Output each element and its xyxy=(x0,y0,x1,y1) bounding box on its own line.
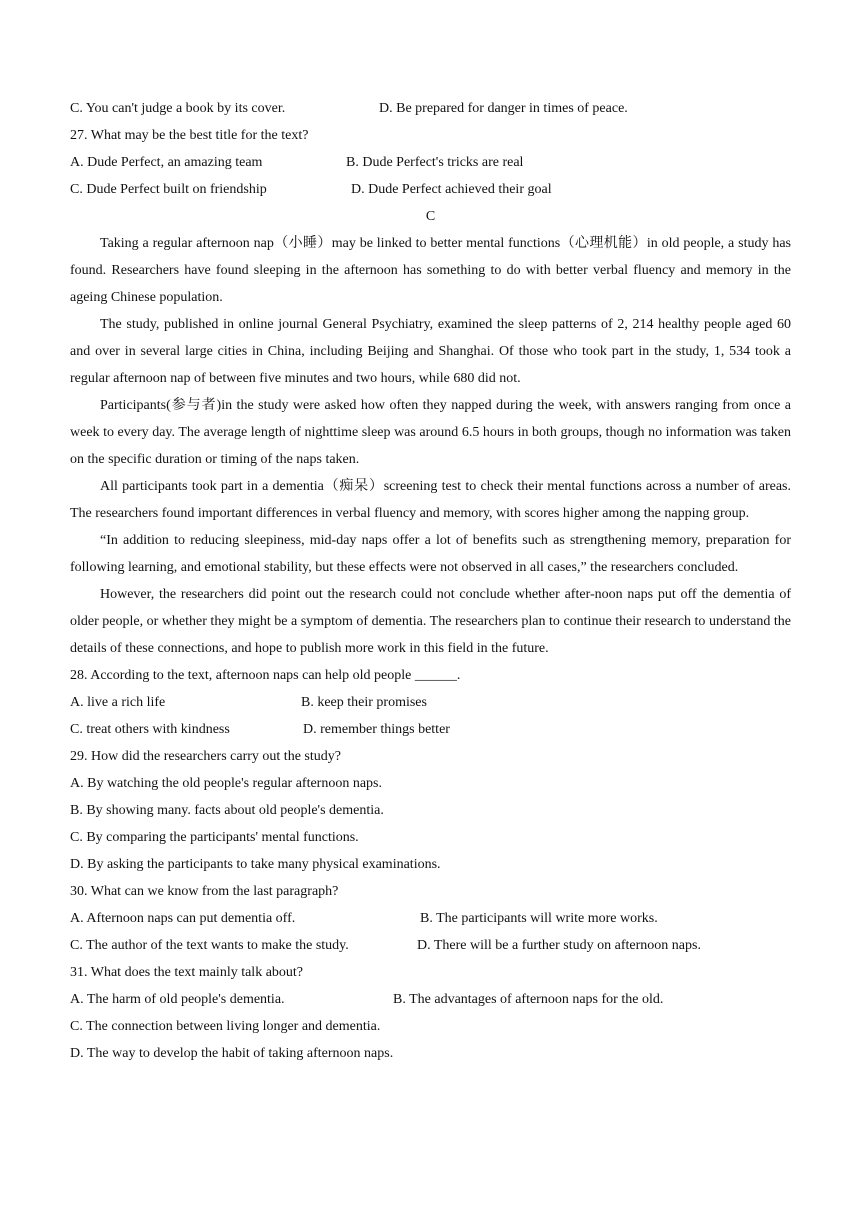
q29-stem: 29. How did the researchers carry out the study? xyxy=(70,749,341,764)
q31-stem: 31. What does the text mainly talk about? xyxy=(70,965,304,980)
q27-options-row-1 xyxy=(70,149,791,176)
q26-option-d: D. Be prepared for danger in times of peace. xyxy=(379,101,628,116)
q26-option-c: C. You can't judge a book by its cover. xyxy=(70,101,286,116)
q27-option-a: A. Dude Perfect, an amazing team xyxy=(70,155,263,170)
passage-paragraph: However, the researchers did point out the research could not conclude whether after-noon naps put off the dementia of older people, or whether they might be a symptom of dementia. The researchers plan to continue their research to understand the details of these connections, and hope to publish more work in this field in the future. xyxy=(70,587,791,656)
q31-option-a: A. The harm of old people's dementia. xyxy=(70,992,285,1007)
q29-option-a: A. By watching the old people's regular afternoon naps. xyxy=(70,776,382,791)
q28-option-c: C. treat others with kindness xyxy=(70,722,230,737)
q27-stem: 27. What may be the best title for the text? xyxy=(70,128,309,143)
q28-option-b: B. keep their promises xyxy=(301,695,427,710)
q27-option-d: D. Dude Perfect achieved their goal xyxy=(351,182,552,197)
q28-options-row-1 xyxy=(70,689,791,716)
q30-options-row-2 xyxy=(70,932,791,959)
q28-stem: 28. According to the text, afternoon naps can help old people ______. xyxy=(70,668,461,683)
q26-options-row xyxy=(70,95,791,122)
passage-paragraph: Taking a regular afternoon nap（小睡）may be linked to better mental functions（心理机能）in old people, a study has found. Researchers have found sleeping in the afternoon has something to do with better verbal fluency and memory in the ageing Chinese population. xyxy=(70,236,791,305)
q30-option-c: C. The author of the text wants to make the study. xyxy=(70,938,349,953)
q30-stem: 30. What can we know from the last paragraph? xyxy=(70,884,339,899)
q29-option-d: D. By asking the participants to take many physical examinations. xyxy=(70,857,441,872)
q27-option-b: B. Dude Perfect's tricks are real xyxy=(346,155,524,170)
q29-option-b: B. By showing many. facts about old people's dementia. xyxy=(70,803,384,818)
q29-option-c: C. By comparing the participants' mental functions. xyxy=(70,830,359,845)
q28-option-d: D. remember things better xyxy=(303,722,450,737)
section-heading: C xyxy=(425,209,436,224)
q28-option-a: A. live a rich life xyxy=(70,695,166,710)
passage-paragraph: Participants(参与者)in the study were asked how often they napped during the week, with answers ranging from once a week to every day. The average length of nighttime sleep was around 6.5 hours in both groups, though no information was taken on the specific duration or timing of the naps taken. xyxy=(70,398,791,467)
passage-paragraph: “In addition to reducing sleepiness, mid-day naps offer a lot of benefits such as strengthening memory, preparation for following learning, and emotional stability, but these effects were not observed in all cases,” the researchers concluded. xyxy=(70,533,791,575)
q30-option-b: B. The participants will write more works. xyxy=(420,911,658,926)
q31-option-c: C. The connection between living longer and dementia. xyxy=(70,1019,381,1034)
q31-options-row-1 xyxy=(70,986,791,1013)
q30-option-a: A. Afternoon naps can put dementia off. xyxy=(70,911,296,926)
q30-option-d: D. There will be a further study on afternoon naps. xyxy=(417,938,701,953)
page-content xyxy=(70,95,791,1067)
q27-option-c: C. Dude Perfect built on friendship xyxy=(70,182,267,197)
q31-option-d: D. The way to develop the habit of taking afternoon naps. xyxy=(70,1046,394,1061)
q28-options-row-2 xyxy=(70,716,791,743)
q27-options-row-2 xyxy=(70,176,791,203)
passage-paragraph: The study, published in online journal General Psychiatry, examined the sleep patterns of 2, 214 healthy people aged 60 and over in several large cities in China, including Beijing and Shanghai. Of those who took part in the study, 1, 534 took a regular afternoon nap of between five minutes and two hours, while 680 did not. xyxy=(70,317,791,386)
q30-options-row-1 xyxy=(70,905,791,932)
passage-paragraph: All participants took part in a dementia（痴呆）screening test to check their mental functions across a number of areas. The researchers found important differences in verbal fluency and memory, with scores higher among the napping group. xyxy=(70,479,791,521)
q31-option-b: B. The advantages of afternoon naps for the old. xyxy=(393,992,664,1007)
